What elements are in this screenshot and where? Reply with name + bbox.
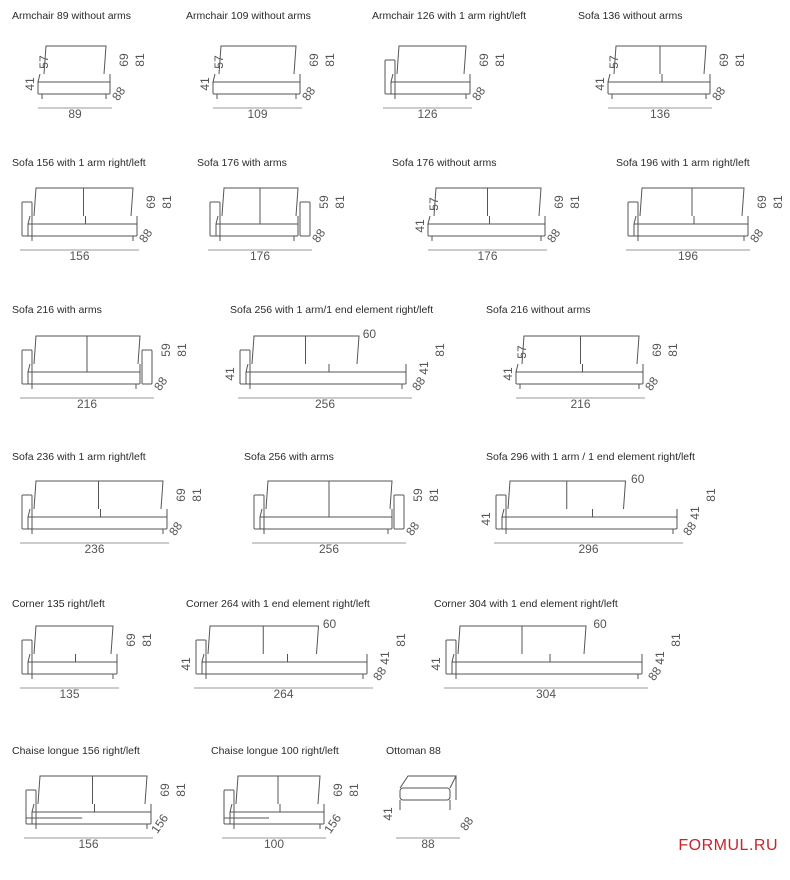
right-arm (142, 350, 152, 384)
total-height-label: 81 (733, 53, 747, 67)
end-element-label: 60 (631, 472, 645, 486)
seat-cushion (38, 74, 110, 82)
item-title: Sofa 196 with 1 arm right/left (616, 157, 750, 169)
item-title: Sofa 136 without arms (578, 10, 683, 22)
end-height-label: 41 (688, 506, 702, 520)
sofa-sketch (213, 46, 300, 99)
item-title: Corner 135 right/left (12, 598, 105, 610)
item-title: Armchair 109 without arms (186, 10, 311, 22)
depth-label: 88 (136, 226, 156, 246)
total-height-label: 81 (427, 488, 441, 502)
dimensions (223, 327, 447, 411)
seat-height-label: 41 (198, 77, 212, 91)
left-arm (210, 202, 220, 236)
sofa-sketch (22, 481, 167, 534)
seat-cushion (516, 364, 643, 372)
seat-cushion (391, 74, 470, 82)
arm-height-label: 57 (515, 345, 529, 359)
sofa-base (428, 224, 545, 236)
left-arm (240, 350, 250, 384)
item-drawing (179, 617, 431, 730)
seat-cushion (452, 654, 642, 662)
sofa-sketch (516, 336, 643, 389)
total-height-label: 81 (174, 783, 188, 797)
sofa-sketch (196, 626, 367, 679)
item-title: Chaise longue 156 right/left (12, 745, 140, 757)
sofa-base (516, 372, 643, 384)
left-arm (496, 495, 506, 529)
item-title: Chaise longue 100 right/left (211, 745, 339, 757)
sofa-sketch (608, 46, 710, 99)
width-label: 156 (78, 837, 99, 851)
back-height-label: 69 (717, 53, 731, 67)
sofa-sketch (22, 336, 152, 389)
dimensions (20, 488, 204, 556)
dimensions (413, 195, 582, 263)
seat-cushion (216, 216, 298, 224)
width-label: 126 (417, 107, 438, 121)
sofa-base (28, 517, 167, 529)
arm-height-label: 57 (427, 197, 441, 211)
dimensions (24, 783, 188, 851)
width-label: 264 (273, 687, 294, 701)
left-arm (22, 202, 32, 236)
sofa-base (28, 372, 140, 384)
dimensions (429, 617, 683, 701)
back-height-label: 69 (477, 53, 491, 67)
width-label: 256 (314, 397, 336, 411)
width-label: 304 (535, 687, 557, 701)
seat-height-label: 41 (501, 367, 515, 381)
depth-label: 88 (469, 84, 489, 104)
item-drawing (12, 620, 177, 730)
item-title: Sofa 176 without arms (392, 157, 497, 169)
item-drawing (429, 617, 706, 730)
total-height-label: 81 (771, 195, 785, 209)
depth-label: 88 (642, 374, 662, 394)
end-element-label: 60 (362, 327, 377, 341)
arm-height-label: 57 (37, 55, 51, 69)
item-title: Ottoman 88 (386, 745, 441, 757)
total-height-label: 81 (175, 343, 189, 357)
depth-label: 88 (403, 519, 423, 539)
dimensions (626, 195, 785, 263)
seat-cushion (246, 364, 406, 372)
sofa-sketch (224, 776, 324, 829)
total-height-label: 81 (140, 633, 154, 647)
total-height-label: 81 (493, 53, 507, 67)
total-height-label: 81 (160, 195, 174, 209)
seat-height-label: 41 (413, 219, 427, 233)
width-label: 176 (249, 249, 271, 263)
left-arm (22, 495, 32, 529)
item-title: Armchair 126 with 1 arm right/left (372, 10, 527, 22)
item-drawing (12, 182, 197, 292)
total-height-label: 81 (190, 488, 204, 502)
sofa-base (213, 82, 300, 94)
back-height-label: 59 (317, 195, 331, 209)
sofa-back (44, 46, 106, 74)
item-drawing (593, 40, 770, 150)
arm-height-label: 57 (607, 55, 621, 69)
arm-height-label: 57 (212, 55, 226, 69)
back-height-label: 69 (144, 195, 158, 209)
sofa-base (391, 82, 470, 94)
seat-height-label: 41 (23, 77, 37, 91)
sofa-back (34, 626, 113, 654)
total-height-label: 81 (669, 633, 683, 647)
width-label: 136 (649, 107, 671, 121)
width-label: 216 (570, 397, 591, 411)
back-height-label: 69 (552, 195, 566, 209)
sofa-base (452, 662, 642, 674)
left-arm (628, 202, 638, 236)
sofa-sketch (400, 776, 456, 810)
seat-cushion (28, 509, 167, 517)
sofa-base (246, 372, 406, 384)
seat-cushion (608, 74, 710, 82)
right-arm (300, 202, 310, 236)
item-drawing (375, 40, 530, 150)
dimensions (20, 343, 189, 411)
end-height-label: 41 (653, 651, 667, 665)
total-height-label: 81 (704, 488, 718, 502)
width-label: 296 (578, 542, 599, 556)
seat-height-label: 41 (479, 512, 493, 526)
sofa-base (502, 517, 677, 529)
depth-label: 88 (645, 664, 665, 684)
back-height-label: 69 (755, 195, 769, 209)
width-label: 196 (677, 249, 699, 263)
depth-label: 88 (370, 664, 390, 684)
depth-label: 88 (709, 84, 729, 104)
seat-cushion (260, 509, 392, 517)
sofa-base (38, 82, 110, 94)
sofa-sketch (428, 188, 545, 241)
item-title: Sofa 176 with arms (197, 157, 287, 169)
back-height-label: 59 (159, 343, 173, 357)
brand-watermark: FORMUL.RU (678, 837, 778, 854)
item-drawing (12, 330, 212, 440)
total-height-label: 81 (394, 633, 408, 647)
width-label: 156 (69, 249, 90, 263)
sofa-sketch (254, 481, 404, 534)
seat-height-label: 41 (179, 657, 193, 671)
left-arm (22, 350, 32, 384)
depth-label: 88 (544, 226, 564, 246)
depth-label: 88 (151, 374, 171, 394)
dimensions (501, 343, 680, 411)
ottoman-top (400, 788, 450, 800)
sofa-sketch (496, 481, 677, 534)
sofa-sketch (240, 336, 406, 389)
dimensions (222, 783, 361, 851)
sofa-sketch (385, 46, 470, 99)
seat-cushion (28, 654, 117, 662)
depth-label: 156 (321, 811, 345, 836)
seat-cushion (634, 216, 748, 224)
item-drawing (381, 770, 518, 880)
sofa-base (634, 224, 748, 236)
item-title: Sofa 216 with arms (12, 304, 102, 316)
item-drawing (16, 770, 211, 880)
dimensions (252, 488, 441, 556)
dimensions (208, 195, 347, 263)
back-height-label: 69 (650, 343, 664, 357)
item-title: Sofa 296 with 1 arm / 1 end element right/left (486, 451, 695, 463)
sofa-sketch (446, 626, 642, 679)
sofa-base (28, 662, 117, 674)
dimensions (23, 53, 147, 121)
sofa-back (219, 46, 296, 74)
dimensions (179, 617, 408, 701)
dimensions (20, 633, 154, 701)
dimensions (381, 807, 476, 851)
dimensions (479, 472, 718, 556)
total-height-label: 81 (666, 343, 680, 357)
item-drawing (479, 472, 741, 585)
width-label: 176 (477, 249, 498, 263)
back-height-label: 69 (117, 53, 131, 67)
depth-label: 88 (409, 374, 429, 394)
total-height-label: 81 (323, 53, 337, 67)
item-drawing (413, 182, 605, 292)
sofa-base (608, 82, 710, 94)
seat-cushion (28, 364, 140, 372)
width-label: 88 (421, 837, 435, 851)
back-height-label: 69 (307, 53, 321, 67)
width-label: 100 (263, 837, 285, 851)
depth-label: 88 (166, 519, 186, 539)
seat-height-label: 41 (429, 657, 443, 671)
sofa-base (260, 517, 392, 529)
item-drawing (12, 475, 227, 585)
sofa-sketch (26, 776, 151, 829)
back-height-label: 69 (158, 783, 172, 797)
total-height-label: 81 (433, 343, 447, 357)
seat-cushion (28, 216, 137, 224)
item-title: Corner 304 with 1 end element right/left (434, 598, 618, 610)
left-arm (26, 790, 36, 824)
dimensions (20, 195, 174, 263)
back-height-label: 69 (174, 488, 188, 502)
seat-cushion (230, 804, 324, 812)
left-arm (254, 495, 264, 529)
back-height-label: 69 (124, 633, 138, 647)
depth-label: 156 (148, 811, 172, 836)
item-drawing (23, 40, 170, 150)
item-title: Sofa 236 with 1 arm right/left (12, 451, 146, 463)
total-height-label: 81 (133, 53, 147, 67)
seat-cushion (202, 654, 367, 662)
total-height-label: 81 (568, 195, 582, 209)
left-arm (446, 640, 456, 674)
total-height-label: 81 (333, 195, 347, 209)
item-drawing (200, 182, 370, 292)
dimensions (593, 53, 747, 121)
item-title: Sofa 156 with 1 arm right/left (12, 157, 146, 169)
item-drawing (244, 475, 464, 585)
dimensions (383, 53, 507, 121)
seat-height-label: 41 (381, 807, 395, 821)
item-title: Sofa 216 without arms (486, 304, 591, 316)
sofa-base (202, 662, 367, 674)
depth-label: 88 (747, 226, 767, 246)
width-label: 135 (59, 687, 80, 701)
seat-height-label: 41 (223, 367, 237, 381)
width-label: 256 (318, 542, 340, 556)
back-height-label: 59 (411, 488, 425, 502)
depth-label: 88 (299, 84, 319, 104)
sofa-back (397, 46, 466, 74)
depth-label: 88 (309, 226, 329, 246)
sofa-sketch (210, 188, 310, 241)
end-element-label: 60 (322, 617, 337, 631)
width-label: 109 (247, 107, 268, 121)
depth-label: 88 (109, 84, 129, 104)
sofa-base (28, 224, 137, 236)
sofa-sketch (628, 188, 748, 241)
item-drawing (501, 330, 703, 440)
total-height-label: 81 (347, 783, 361, 797)
seat-cushion (428, 216, 545, 224)
left-arm (224, 790, 234, 824)
sofa-sketch (22, 188, 137, 241)
sofa-base (216, 224, 298, 236)
width-label: 89 (68, 107, 82, 121)
sofa-sketch (38, 46, 110, 99)
depth-label: 88 (680, 519, 700, 539)
seat-cushion (502, 509, 677, 517)
left-arm (196, 640, 206, 674)
depth-label: 88 (457, 814, 477, 834)
seat-cushion (213, 74, 300, 82)
item-drawing (214, 770, 384, 880)
right-arm (394, 495, 404, 529)
seat-cushion (32, 804, 151, 812)
item-title: Corner 264 with 1 end element right/left (186, 598, 370, 610)
item-drawing (618, 182, 790, 292)
end-height-label: 41 (378, 651, 392, 665)
end-height-label: 41 (417, 361, 431, 375)
ottoman-outline (400, 776, 456, 788)
item-title: Armchair 89 without arms (12, 10, 132, 22)
item-title: Sofa 256 with arms (244, 451, 334, 463)
dimensions (198, 53, 337, 121)
left-arm (385, 60, 395, 94)
back-height-label: 69 (331, 783, 345, 797)
left-arm (22, 640, 32, 674)
item-drawing (198, 40, 360, 150)
seat-height-label: 41 (593, 77, 607, 91)
width-label: 236 (84, 542, 105, 556)
item-drawing (223, 327, 470, 440)
item-title: Sofa 256 with 1 arm/1 end element right/left (230, 304, 434, 316)
width-label: 216 (76, 397, 98, 411)
end-element-label: 60 (593, 617, 607, 631)
sofa-sketch (22, 626, 117, 679)
